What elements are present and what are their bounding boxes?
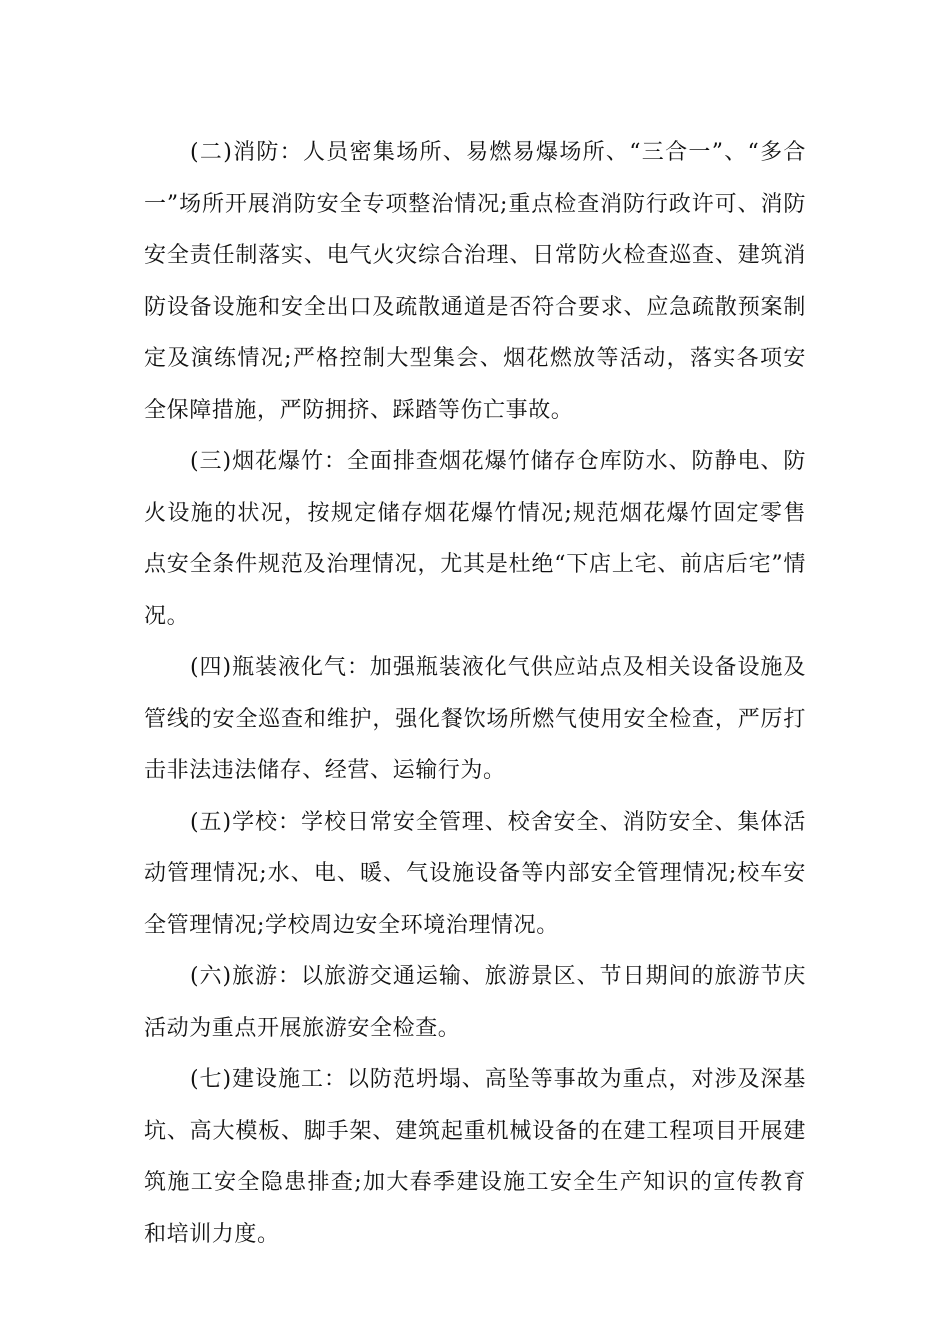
- paragraph-tourism: (六)旅游：以旅游交通运输、旅游景区、节日期间的旅游节庆活动为重点开展旅游安全检查。: [144, 964, 806, 1041]
- paragraph-construction: (七)建设施工：以防范坍塌、高坠等事故为重点，对涉及深基坑、高大模板、脚手架、建筑起重机械设备的在建工程项目开展建筑施工安全隐患排查;加大春季建设施工安全生产知识的宣传教育和培训力度。: [144, 1067, 806, 1247]
- paragraph-bottled-lpg: (四)瓶装液化气：加强瓶装液化气供应站点及相关设备设施及管线的安全巡查和维护，强化餐饮场所燃气使用安全检查，严厉打击非法违法储存、经营、运输行为。: [144, 655, 806, 783]
- paragraph-schools: (五)学校：学校日常安全管理、校舍安全、消防安全、集体活动管理情况;水、电、暖、气设施设备等内部安全管理情况;校车安全管理情况;学校周边安全环境治理情况。: [144, 809, 806, 938]
- paragraph-fireworks: (三)烟花爆竹：全面排查烟花爆竹储存仓库防水、防静电、防火设施的状况，按规定储存烟花爆竹情况;规范烟花爆竹固定零售点安全条件规范及治理情况，尤其是杜绝“下店上宅、前店后宅”情况。: [144, 449, 806, 629]
- paragraph-fire-safety: (二)消防：人员密集场所、易燃易爆场所、“三合一”、“多合一”场所开展消防安全专项整治情况;重点检查消防行政许可、消防安全责任制落实、电气火灾综合治理、日常防火检查巡查、建筑消防设备设施和安全出口及疏散通道是否符合要求、应急疏散预案制定及演练情况;严格控制大型集会、烟花燃放等活动，落实各项安全保障措施，严防拥挤、踩踏等伤亡事故。: [144, 140, 806, 423]
- document-body: [144, 127, 806, 1260]
